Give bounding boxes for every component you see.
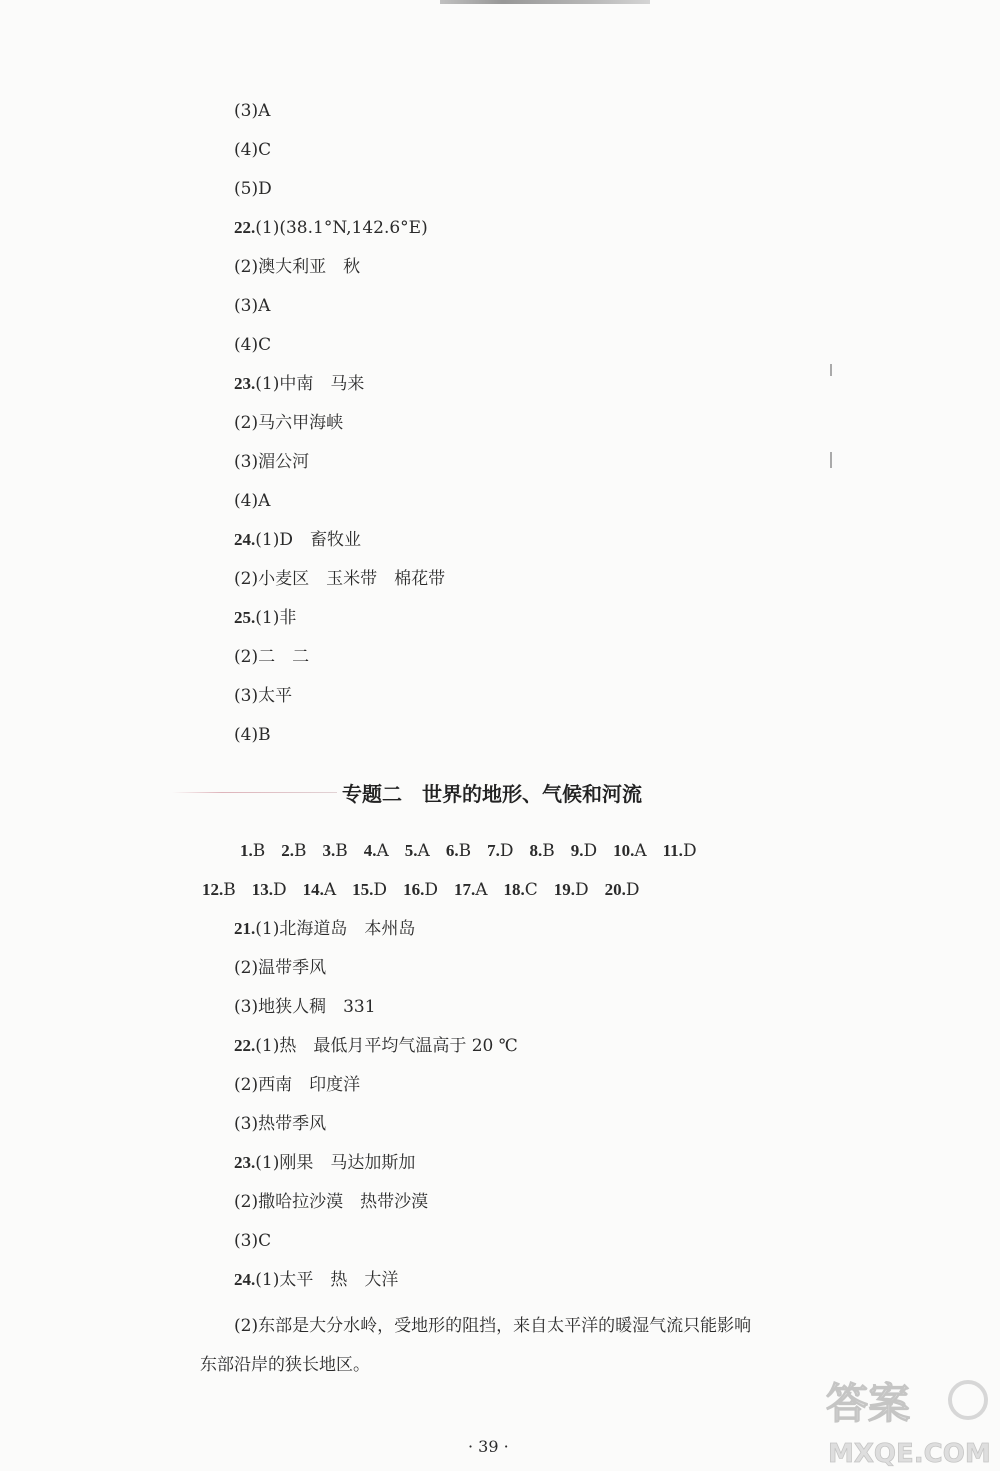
mc-answer (503, 879, 537, 901)
bottom-line (234, 1074, 360, 1096)
mc-answer (613, 840, 647, 862)
answer-letter: D (575, 880, 589, 900)
answer-text: (3)太平 (234, 686, 293, 706)
answer-text: (1)热 最低月平均气温高于 20 ℃ (255, 1036, 518, 1056)
answer-letter: D (682, 841, 697, 861)
bottom-line (234, 1035, 518, 1057)
question-number: 1. (240, 841, 253, 860)
answer-letter: A (475, 880, 488, 900)
answer-letter: A (634, 841, 647, 861)
answer-text: (3)地狭人稠 331 (234, 997, 376, 1017)
question-number: 3. (322, 841, 336, 860)
answer-text: (1)北海道岛 本州岛 (255, 919, 416, 939)
question-number: 25. (234, 608, 256, 627)
answer-letter: C (524, 880, 538, 900)
answer-text: (1)非 (255, 608, 297, 628)
question-number: 16. (403, 880, 425, 899)
question-number: 7. (487, 841, 500, 860)
top-line (234, 178, 272, 200)
mc-answer (323, 840, 348, 862)
question-number: 4. (363, 841, 377, 860)
answer-text: (4)A (234, 491, 271, 511)
watermark-top-text: 答案 (826, 1379, 911, 1428)
watermark-logo (822, 1372, 992, 1468)
question-number: 20. (604, 880, 626, 899)
mc-answer (529, 840, 554, 862)
answer-text: (3)热带季风 (234, 1114, 327, 1134)
top-line (234, 607, 296, 629)
bottom-line (234, 996, 376, 1018)
top-line (234, 412, 343, 434)
answer-text: (3)湄公河 (234, 452, 310, 472)
mc-answer (605, 879, 640, 901)
answer-letter: D (625, 880, 640, 900)
answer-text: (2)撒哈拉沙漠 热带沙漠 (234, 1192, 429, 1212)
answer-text: (2)二 二 (234, 647, 310, 667)
answer-text: (2)马六甲海峡 (234, 413, 344, 433)
answer-letter: D (373, 880, 388, 900)
top-line (234, 724, 271, 746)
answer-text: (3)A (234, 101, 271, 121)
answer-text: (2)澳大利亚 秋 (234, 257, 361, 277)
answer-text: (1)(38.1°N,142.6°E) (255, 218, 428, 238)
top-line (234, 529, 361, 551)
mc-answer (405, 840, 430, 862)
question-number: 13. (251, 880, 273, 899)
mc-answer (252, 879, 287, 901)
question-number: 14. (302, 880, 324, 899)
answer-letter: B (335, 841, 348, 861)
question-number: 15. (352, 880, 374, 899)
question-number: 24. (234, 530, 256, 549)
question-number: 12. (202, 880, 224, 899)
answer-letter: A (323, 880, 337, 900)
question-number: 6. (445, 841, 459, 860)
question-number: 2. (281, 841, 294, 860)
bottom-line (234, 957, 326, 979)
answer-letter: D (424, 880, 438, 900)
question-number: 23. (234, 374, 256, 393)
mc-answer (403, 879, 438, 901)
top-line (234, 646, 309, 668)
answer-letter: D (583, 841, 598, 861)
watermark-bottom-text: MXQE.COM (828, 1439, 991, 1468)
paragraph-first-line: (2)东部是大分水岭，受地形的阻挡，来自太平洋的暖湿气流只能影响 (234, 1316, 752, 1336)
margin-mark (830, 452, 832, 468)
bottom-line (234, 1230, 271, 1252)
bottom-line (234, 1269, 398, 1291)
question-number: 22. (234, 1036, 256, 1055)
section-decoration-rule (172, 792, 337, 793)
mc-answer (202, 879, 236, 901)
bottom-line (234, 1191, 428, 1213)
mc-answer (240, 840, 265, 862)
answer-text: (3)C (234, 1231, 272, 1251)
mc-answer (454, 879, 488, 901)
top-line (234, 685, 292, 707)
answer-text: (1)太平 热 大洋 (255, 1270, 399, 1290)
top-line (234, 217, 428, 239)
question-number: 17. (453, 880, 476, 899)
top-line (234, 451, 309, 473)
mc-row (202, 879, 656, 901)
answer-text: (4)B (234, 725, 271, 745)
bottom-line (234, 1113, 326, 1135)
answer-paragraph (200, 1307, 804, 1385)
answer-text: (2)小麦区 玉米带 棉花带 (234, 569, 446, 589)
question-number: 10. (613, 841, 635, 860)
question-number: 18. (503, 880, 525, 899)
answer-text: (1)D 畜牧业 (255, 530, 361, 550)
question-number: 23. (234, 1153, 256, 1172)
page-number: · 39 · (468, 1437, 509, 1456)
question-number: 24. (234, 1270, 256, 1289)
question-number: 11. (662, 841, 683, 860)
answer-text: (2)温带季风 (234, 958, 327, 978)
answer-letter: D (499, 841, 514, 861)
answer-text: (4)C (234, 335, 272, 355)
bottom-line (234, 1152, 415, 1174)
top-line (234, 139, 271, 161)
mc-answer (352, 879, 387, 901)
question-number: 5. (404, 841, 418, 860)
answer-letter: B (223, 880, 236, 900)
mc-answer (571, 840, 597, 862)
answer-text: (5)D (234, 179, 272, 199)
question-number: 22. (234, 218, 256, 237)
top-line (234, 568, 445, 590)
question-number: 19. (553, 880, 575, 899)
answer-letter: D (273, 880, 287, 900)
top-line (234, 490, 270, 512)
question-number: 9. (570, 841, 584, 860)
paragraph-continuation: 东部沿岸的狭长地区。 (200, 1355, 370, 1375)
answer-letter: B (252, 841, 266, 861)
top-line (234, 373, 364, 395)
answer-text: (2)西南 印度洋 (234, 1075, 361, 1095)
mc-answer (487, 840, 513, 862)
top-line (234, 295, 270, 317)
top-rule (440, 0, 650, 4)
mc-answer (303, 879, 337, 901)
answer-letter: B (458, 841, 472, 861)
bottom-line (234, 918, 415, 940)
section-title: 专题二 世界的地形、气候和河流 (342, 782, 642, 806)
top-line (234, 100, 270, 122)
mc-answer (663, 840, 697, 862)
answer-text: (1)中南 马来 (255, 374, 365, 394)
mc-answer (281, 840, 306, 862)
mc-answer (364, 840, 389, 862)
mc-row (240, 840, 713, 862)
question-number: 21. (234, 919, 256, 938)
mc-answer (446, 840, 471, 862)
top-line (234, 256, 360, 278)
top-line (234, 334, 271, 356)
answer-text: (1)刚果 马达加斯加 (255, 1153, 416, 1173)
mc-answer (554, 879, 589, 901)
answer-text: (3)A (234, 296, 271, 316)
answer-letter: B (542, 841, 555, 861)
answer-letter: B (294, 841, 307, 861)
margin-mark (830, 364, 832, 376)
question-number: 8. (529, 841, 543, 860)
answer-letter: A (376, 841, 389, 861)
answer-text: (4)C (234, 140, 272, 160)
answer-letter: A (417, 841, 430, 861)
